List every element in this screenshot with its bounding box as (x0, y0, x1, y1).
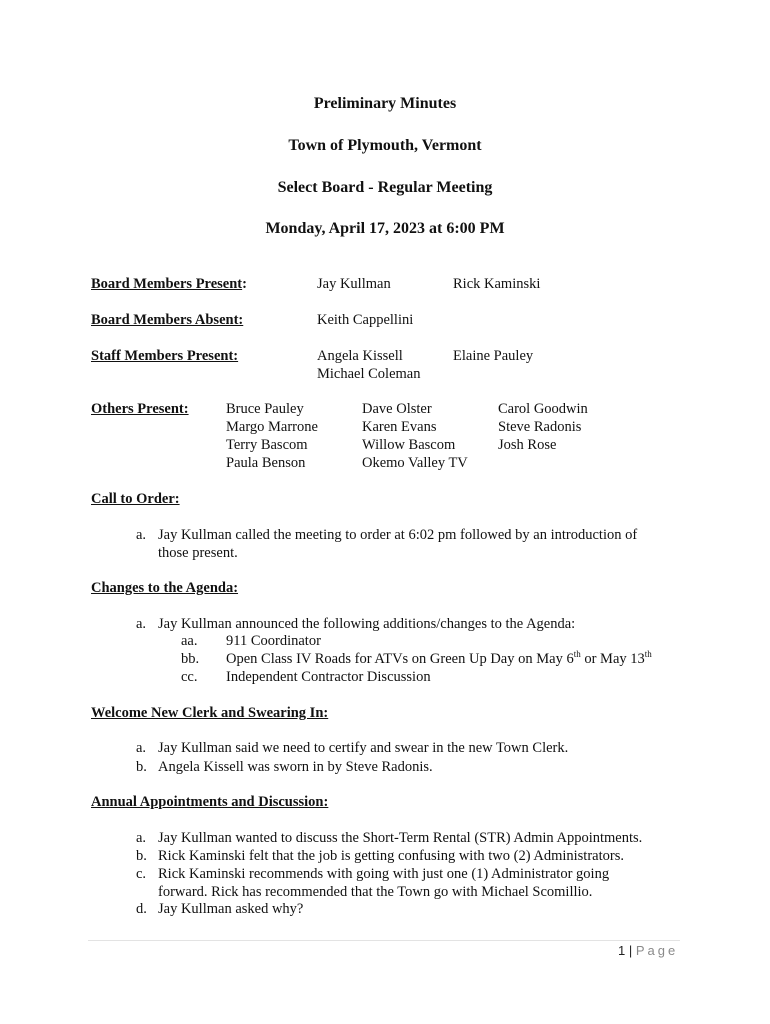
board-present-name: Jay Kullman (317, 276, 391, 292)
agenda-sub-item-text: or May 13 (580, 651, 645, 667)
page-word: Page (635, 943, 679, 958)
call-to-order-item: Jay Kullman called the meeting to order at 6:02 pm followed by an introduction of (158, 527, 638, 543)
others-name: Willow Bascom (362, 437, 456, 453)
agenda-sub-item (226, 651, 652, 668)
list-marker: a. (136, 527, 147, 543)
appointments-item-cont: forward. Rick has recommended that the Town go with Michael Scomillio. (158, 884, 593, 900)
appointments-item: Rick Kaminski felt that the job is getting confusing with two (2) Administrators. (158, 848, 624, 864)
agenda-sub-item: 911 Coordinator (226, 633, 321, 649)
sub-list-marker: cc. (181, 669, 198, 685)
title-meeting-type: Select Board - Regular Meeting (277, 179, 493, 196)
others-name: Bruce Pauley (226, 401, 304, 417)
ordinal-suffix: th (573, 649, 581, 659)
others-name: Karen Evans (362, 419, 437, 435)
list-marker: b. (136, 759, 147, 775)
list-marker: a. (136, 740, 147, 756)
agenda-sub-item: Independent Contractor Discussion (226, 669, 431, 685)
agenda-sub-item-text: Open Class IV Roads for ATVs on Green Up Day on May 6 (226, 651, 574, 667)
board-present-name: Rick Kaminski (453, 276, 541, 292)
welcome-item: Angela Kissell was sworn in by Steve Radonis. (158, 759, 433, 775)
board-absent-label: Board Members Absent: (91, 312, 244, 328)
list-marker: c. (136, 866, 147, 882)
staff-present-name: Angela Kissell (317, 348, 403, 364)
page-number: 1 (618, 943, 626, 958)
board-absent-name: Keith Cappellini (317, 312, 414, 328)
title-town: Town of Plymouth, Vermont (288, 137, 482, 154)
staff-present-label: Staff Members Present: (91, 348, 239, 364)
others-name: Okemo Valley TV (362, 455, 468, 471)
sub-list-marker: aa. (181, 633, 198, 649)
call-to-order-heading: Call to Order: (91, 491, 180, 507)
appointments-heading: Annual Appointments and Discussion: (91, 794, 329, 810)
board-present-label-row (91, 276, 247, 293)
staff-present-name: Michael Coleman (317, 366, 421, 382)
footer-separator: | (628, 943, 633, 958)
list-marker: a. (136, 616, 147, 632)
ordinal-suffix: th (644, 649, 652, 659)
others-name: Terry Bascom (226, 437, 308, 453)
others-name: Margo Marrone (226, 419, 318, 435)
welcome-item: Jay Kullman said we need to certify and swear in the new Town Clerk. (158, 740, 569, 756)
board-present-colon: : (242, 276, 247, 292)
others-name: Steve Radonis (498, 419, 582, 435)
sub-list-marker: bb. (181, 651, 200, 667)
appointments-item: Jay Kullman wanted to discuss the Short-Term Rental (STR) Admin Appointments. (158, 830, 643, 846)
list-marker: b. (136, 848, 147, 864)
others-present-label: Others Present: (91, 401, 189, 417)
call-to-order-item-cont: those present. (158, 545, 238, 561)
title-preliminary-minutes: Preliminary Minutes (313, 95, 457, 112)
list-marker: d. (136, 901, 147, 917)
page-footer (618, 943, 678, 958)
appointments-item: Jay Kullman asked why? (158, 901, 304, 917)
list-marker: a. (136, 830, 147, 846)
footer-divider (88, 940, 680, 941)
others-name: Dave Olster (362, 401, 432, 417)
agenda-item: Jay Kullman announced the following additions/changes to the Agenda: (158, 616, 576, 632)
others-name: Carol Goodwin (498, 401, 588, 417)
welcome-clerk-heading: Welcome New Clerk and Swearing In: (91, 705, 329, 721)
agenda-changes-heading: Changes to the Agenda: (91, 580, 239, 596)
board-present-label: Board Members Present (91, 276, 243, 292)
title-date: Monday, April 17, 2023 at 6:00 PM (265, 220, 505, 237)
others-name: Paula Benson (226, 455, 306, 471)
appointments-item: Rick Kaminski recommends with going with just one (1) Administrator going (158, 866, 610, 882)
staff-present-name: Elaine Pauley (453, 348, 534, 364)
others-name: Josh Rose (498, 437, 557, 453)
